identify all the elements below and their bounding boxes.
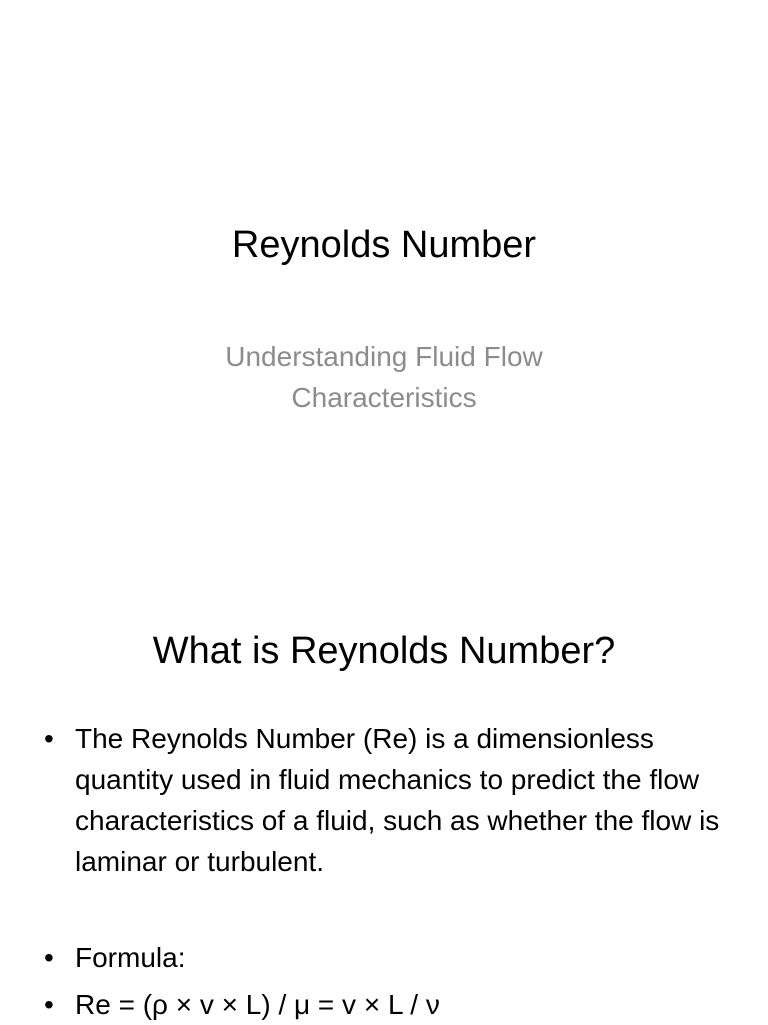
- slide-content: [0, 576, 768, 1024]
- bullet-text: The Reynolds Number (Re) is a dimensionless quantity used in fluid mechanics to predict the flow characteristics of a fluid, such as whether the flow is laminar or turbulent.: [75, 723, 720, 877]
- bullet-item-definition: [0, 718, 768, 882]
- bullet-item-formula: [0, 984, 768, 1025]
- bullet-text: Formula:: [75, 942, 186, 973]
- bullet-marker: •: [44, 942, 54, 973]
- bullet-list: [0, 718, 768, 1025]
- slide-content-heading: What is Reynolds Number?: [152, 630, 616, 672]
- bullet-marker: •: [44, 723, 54, 754]
- slide-title-heading: Reynolds Number: [231, 224, 537, 266]
- bullet-item-formula-label: [0, 937, 768, 978]
- bullet-text: Re = (ρ × v × L) / μ = v × L / ν: [75, 989, 440, 1020]
- slide-subtitle: Understanding Fluid Flow Characteristics: [225, 341, 543, 413]
- bullet-marker: •: [44, 989, 54, 1020]
